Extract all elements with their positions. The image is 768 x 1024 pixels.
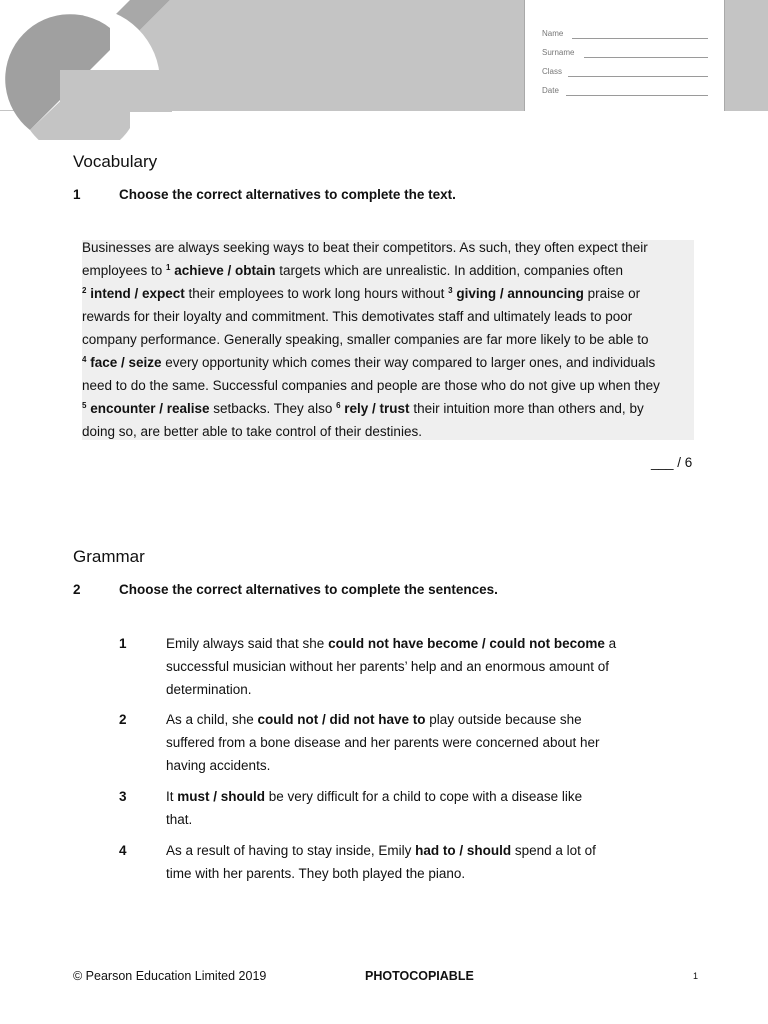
- item-line: that.: [166, 812, 193, 827]
- answer-options[interactable]: intend / expect: [86, 286, 185, 301]
- answer-options[interactable]: achieve / obtain: [170, 263, 276, 278]
- grammar-item-number: 4: [119, 843, 127, 858]
- footer-copyright: © Pearson Education Limited 2019: [73, 969, 267, 983]
- date-line: [566, 95, 708, 96]
- passage-line: $^2$ intend / expect their employees to work long hours without $^3$ giving / announcing praise or: [82, 286, 641, 301]
- pearson-logo-icon: [0, 0, 175, 140]
- name-field[interactable]: [542, 29, 563, 38]
- grammar-task-number: 2: [73, 582, 81, 597]
- passage-text: [82, 236, 702, 443]
- name-label: Name: [542, 29, 564, 38]
- gap-number: 4: [82, 355, 87, 364]
- answer-options[interactable]: could not / did not have to: [257, 712, 426, 727]
- vocabulary-task-instruction: Choose the correct alternatives to complete the text.: [119, 187, 456, 202]
- passage-line: rewards for their loyalty and commitment. This demotivates staff and ultimately leads to poor: [82, 309, 633, 324]
- item-line: As a child, she could not / did not have to play outside because she: [166, 712, 582, 727]
- item-line: determination.: [166, 682, 252, 697]
- grammar-item-text: [166, 632, 616, 701]
- gap-number: 5: [82, 401, 87, 410]
- item-line: suffered from a bone disease and her parents were concerned about her: [166, 735, 600, 750]
- passage-line: need to do the same. Successful companies and people are those who do not give up when they: [82, 378, 660, 393]
- item-line: It must / should be very difficult for a child to cope with a disease like: [166, 789, 583, 804]
- answer-options[interactable]: rely / trust: [340, 401, 410, 416]
- passage-line: $^5$ encounter / realise setbacks. They also $^6$ rely / trust their intuition more than others and, by: [82, 401, 644, 416]
- answer-options[interactable]: face / seize: [86, 355, 162, 370]
- surname-field[interactable]: [542, 48, 574, 57]
- grammar-item-text: [166, 785, 582, 831]
- passage-line: Businesses are always seeking ways to beat their competitors. As such, they often expect their: [82, 240, 648, 255]
- item-line: successful musician without her parents’ help and an enormous amount of: [166, 659, 609, 674]
- answer-options[interactable]: could not have become / could not become: [328, 636, 605, 651]
- passage-line: employees to $^1$ achieve / obtain targets which are unrealistic. In addition, companies often: [82, 263, 623, 278]
- footer-page-number: 1: [693, 971, 699, 981]
- class-field[interactable]: [542, 67, 562, 76]
- footer-photocopiable: PHOTOCOPIABLE: [365, 969, 474, 983]
- gap-number: 6: [336, 401, 341, 410]
- class-line: [568, 76, 708, 77]
- grammar-item-number: 3: [119, 789, 127, 804]
- surname-line: [584, 57, 708, 58]
- grammar-heading: Grammar: [73, 547, 145, 566]
- vocabulary-heading: Vocabulary: [73, 152, 158, 171]
- passage-line: company performance. Generally speaking, smaller companies are far more likely to be able to: [82, 332, 649, 347]
- date-field[interactable]: [542, 86, 559, 95]
- gap-number: 2: [82, 286, 87, 295]
- gap-number: 3: [448, 286, 453, 295]
- class-label: Class: [542, 67, 563, 76]
- item-line: time with her parents. They both played the piano.: [166, 866, 466, 881]
- grammar-item-number: 2: [119, 712, 127, 727]
- vocabulary-passage: [82, 240, 694, 440]
- gap-number: 1: [166, 263, 171, 272]
- grammar-item-text: [166, 708, 600, 777]
- item-line: Emily always said that she could not have become / could not become a: [166, 636, 617, 651]
- item-line: having accidents.: [166, 758, 271, 773]
- item-line: As a result of having to stay inside, Emily had to / should spend a lot of: [166, 843, 596, 858]
- passage-line: $^4$ face / seize every opportunity which comes their way compared to larger ones, and individuals: [82, 355, 656, 370]
- date-label: Date: [542, 86, 559, 95]
- answer-options[interactable]: had to / should: [415, 843, 512, 858]
- grammar-item-number: 1: [119, 636, 127, 651]
- passage-line: doing so, are better able to take control of their destinies.: [82, 424, 422, 439]
- vocabulary-score: ___ / 6: [651, 455, 693, 470]
- answer-options[interactable]: must / should: [177, 789, 266, 804]
- vocabulary-task-number: 1: [73, 187, 81, 202]
- name-line: [572, 38, 708, 39]
- grammar-item-text: [166, 839, 596, 885]
- answer-options[interactable]: encounter / realise: [86, 401, 210, 416]
- answer-options[interactable]: giving / announcing: [452, 286, 584, 301]
- grammar-task-instruction: Choose the correct alternatives to complete the sentences.: [119, 582, 498, 597]
- surname-label: Surname: [542, 48, 575, 57]
